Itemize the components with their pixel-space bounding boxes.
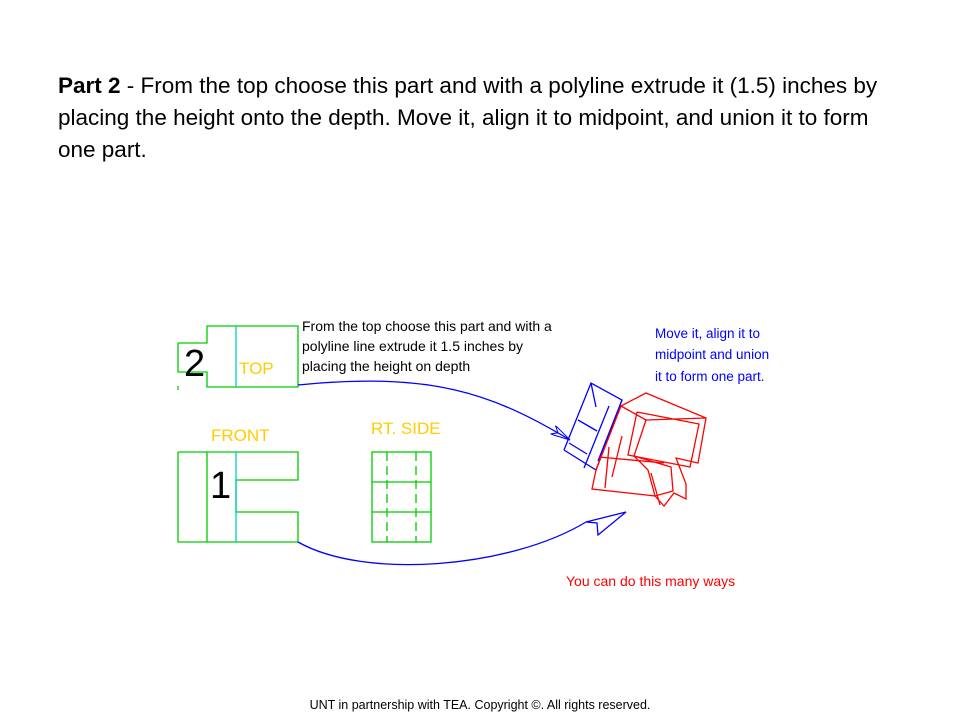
top-view-label: TOP: [239, 359, 274, 378]
move-note: [655, 326, 769, 384]
instruction-line-1: From the top choose this part and with a: [302, 318, 552, 334]
front-view-outline: [178, 452, 298, 542]
instruction-line-3: placing the height on depth: [302, 358, 471, 374]
instruction-text: [302, 318, 552, 374]
title-text: - From the top choose this part and with a polyline extrude it (1.5) inches by placing the height onto the depth. Move it, align it to midpoint, and union it to form one part.: [58, 73, 878, 162]
instruction-line-2: polyline line extrude it 1.5 inches by: [302, 338, 524, 354]
move-note-line-2: midpoint and union: [655, 347, 770, 362]
move-note-line-3: it to form one part.: [655, 369, 765, 384]
right-side-outline: [372, 452, 431, 542]
part-number-1: 1: [210, 465, 232, 507]
right-side-view: [372, 452, 431, 542]
arrow-front-to-assembly: [298, 522, 586, 565]
footer-copyright: UNT in partnership with TEA. Copyright ©. All rights reserved.: [309, 698, 651, 712]
front-view: [178, 452, 298, 542]
arrow-front-head: [586, 512, 626, 535]
move-note-line-1: Move it, align it to: [655, 326, 761, 341]
right-side-view-label: RT. SIDE: [371, 419, 441, 438]
front-view-label: FRONT: [211, 426, 270, 445]
isometric-red-part: [592, 393, 706, 506]
many-ways-note: You can do this many ways: [566, 573, 736, 589]
part-number-2: 2: [184, 343, 206, 385]
title-bold: Part 2: [58, 73, 121, 98]
